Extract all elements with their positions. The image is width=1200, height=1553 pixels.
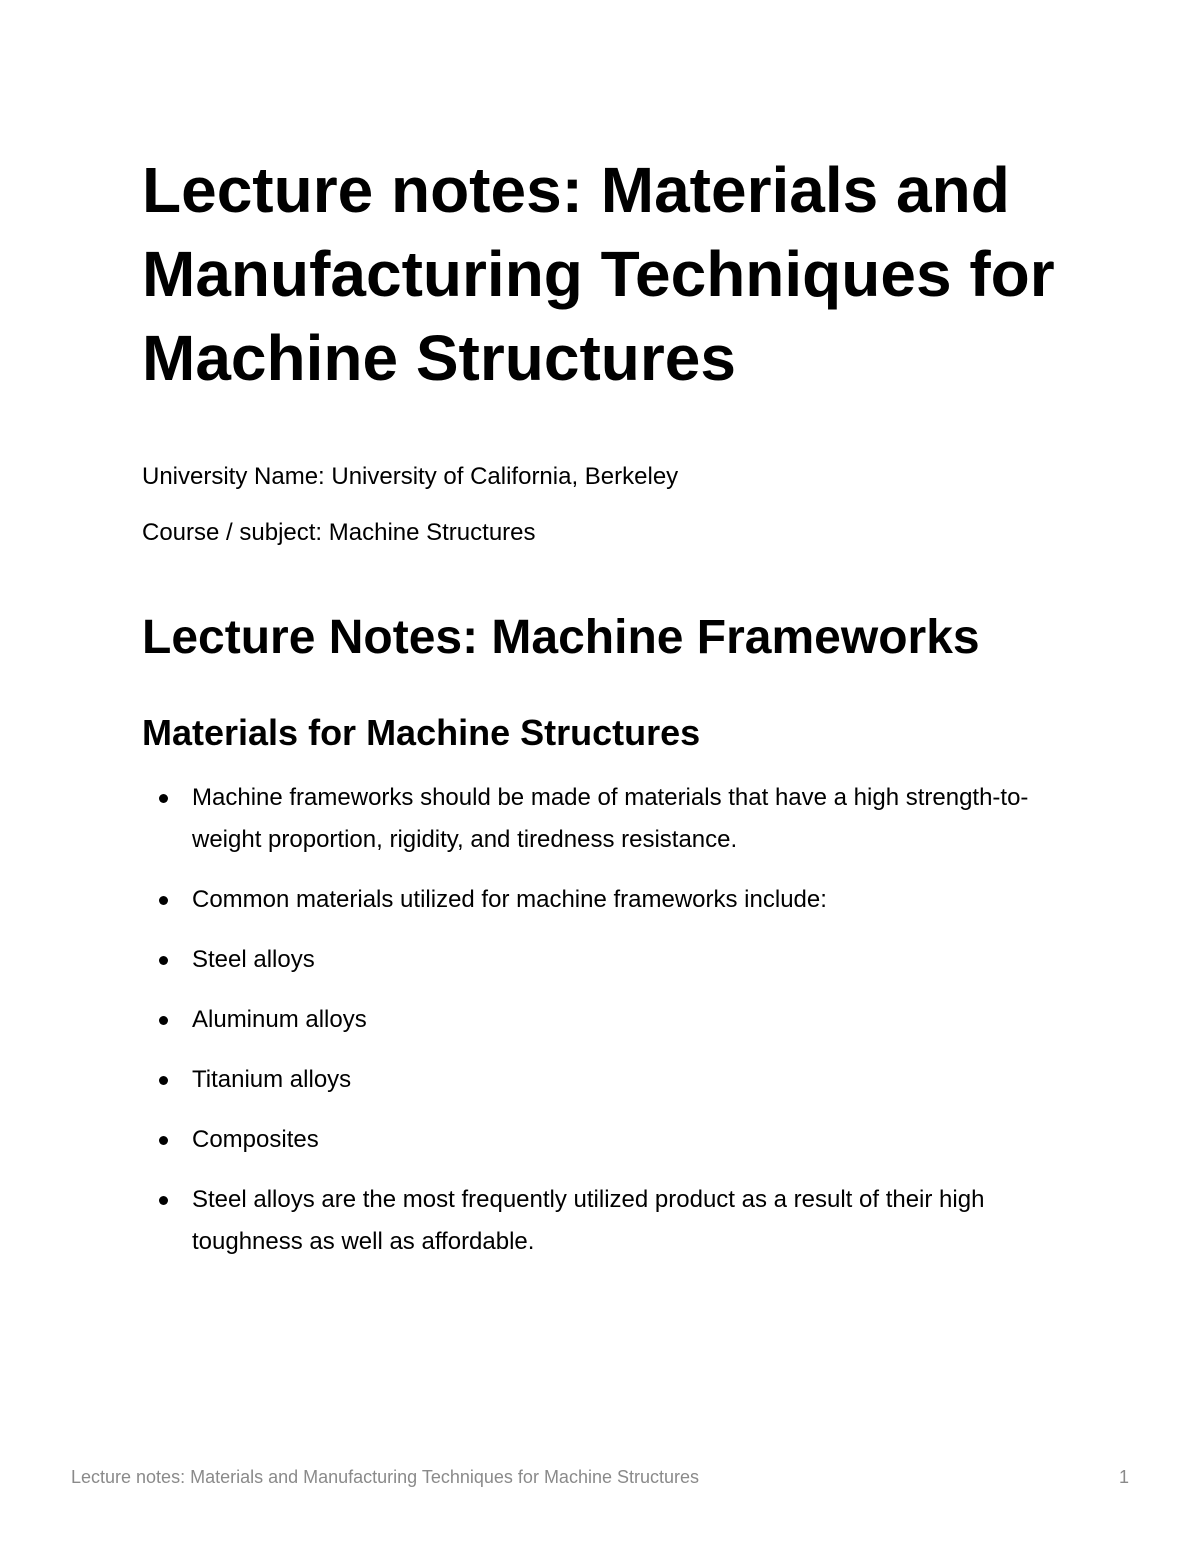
bullet-icon <box>159 896 168 905</box>
bullet-icon <box>159 956 168 965</box>
footer-page-number: 1 <box>1118 1467 1129 1487</box>
list-item <box>142 999 1052 1041</box>
list-item-text: Common materials utilized for machine frameworks include: <box>192 886 827 913</box>
section-heading: Lecture Notes: Machine Frameworks <box>142 611 980 664</box>
bullet-icon <box>159 1136 168 1145</box>
list-item-text: Composites <box>192 1126 319 1153</box>
list-item-text: Steel alloys <box>192 946 315 973</box>
document-title: Lecture notes: Materials and Manufacturing Techniques for Machine Structures <box>142 154 1055 394</box>
bullet-icon <box>159 1196 168 1205</box>
list-item <box>142 879 1052 921</box>
list-item <box>142 1119 1052 1161</box>
section-subheading: Materials for Machine Structures <box>142 712 701 753</box>
bullet-icon <box>159 1016 168 1025</box>
list-item-text: Aluminum alloys <box>192 1006 367 1033</box>
list-item-text: Steel alloys are the most frequently utilized product as a result of their high toughness as well as affordable. <box>192 1186 985 1255</box>
bullet-icon <box>159 1076 168 1085</box>
list-item <box>142 1059 1052 1101</box>
list-item <box>142 1179 1052 1263</box>
bullet-icon <box>159 794 168 803</box>
page-content <box>142 148 1062 1281</box>
university-name: University Name: University of California, Berkeley <box>142 463 679 490</box>
footer-document-title: Lecture notes: Materials and Manufacturing Techniques for Machine Structures <box>71 1467 700 1487</box>
list-item <box>142 777 1052 861</box>
course-subject: Course / subject: Machine Structures <box>142 519 536 546</box>
bullet-list <box>142 777 1062 1263</box>
list-item-text: Titanium alloys <box>192 1066 352 1093</box>
list-item-text: Machine frameworks should be made of materials that have a high strength-to-weight proportion, rigidity, and tiredness resistance. <box>192 784 1029 853</box>
list-item <box>142 939 1052 981</box>
